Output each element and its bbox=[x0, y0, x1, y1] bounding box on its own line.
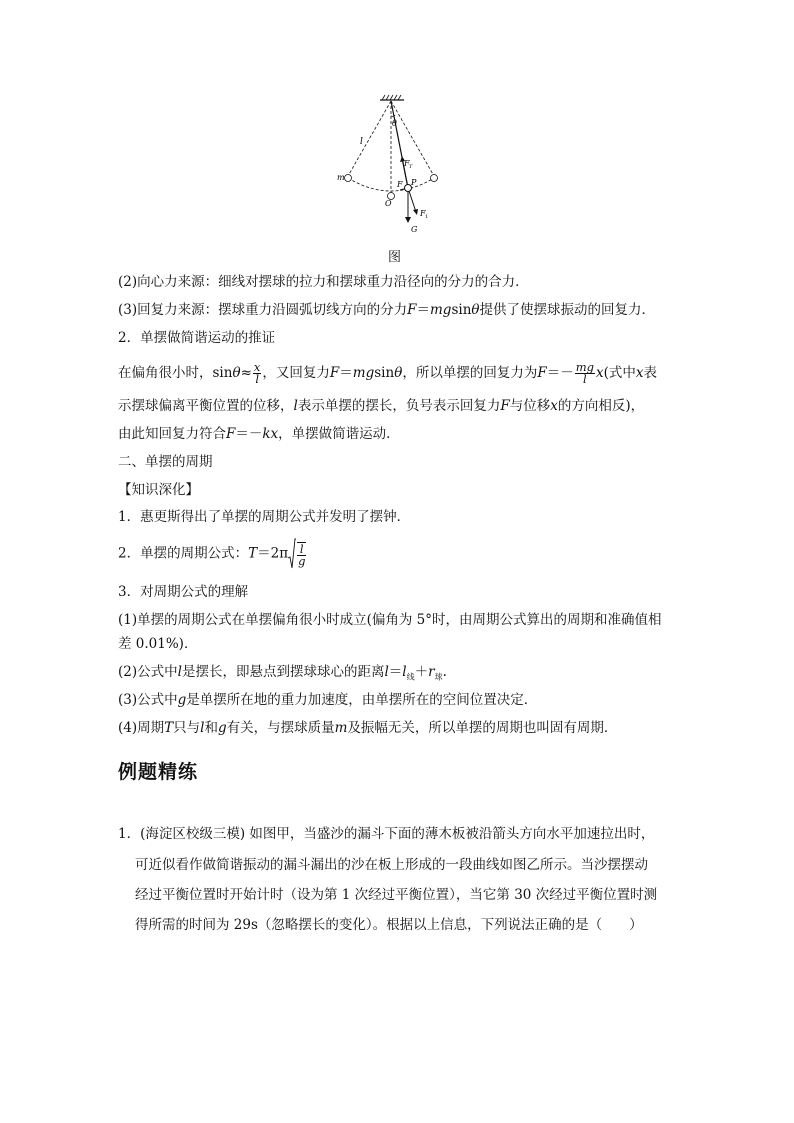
frac-num: x bbox=[253, 360, 261, 374]
text-span: (4)周期 bbox=[118, 720, 165, 736]
text-span: ＝－ bbox=[235, 426, 263, 442]
var-l: l bbox=[177, 664, 182, 680]
text-item-2-formula bbox=[118, 538, 307, 570]
label-theta: θ bbox=[392, 119, 397, 128]
fraction-x-over-l bbox=[253, 362, 262, 385]
example-line-4: 得所需的时间为 29s（忽略摆长的变化）。根据以上信息，下列说法正确的是（ ） bbox=[135, 917, 643, 933]
var-F: F bbox=[329, 365, 340, 381]
var-kx: kx bbox=[262, 426, 279, 442]
text-span: (2)公式中 bbox=[118, 664, 178, 680]
frac-den: g bbox=[298, 553, 306, 568]
text-line-derivation-2 bbox=[118, 396, 644, 416]
text-span: ，所以单摆的回复力为 bbox=[402, 365, 538, 381]
text-span: 是单摆所在地的重力加速度，由单摆所在的空间位置决定． bbox=[186, 692, 538, 708]
frac-l-g bbox=[297, 542, 306, 567]
label-FT: F bbox=[404, 159, 410, 168]
text-span: 表 bbox=[643, 365, 658, 381]
frac-num: l bbox=[297, 544, 306, 556]
text-span: ，单摆做简谐运动． bbox=[278, 426, 400, 442]
example-line-3: 经过平衡位置时开始计时（设为第 1 次经过平衡位置），当它第 30 次经过平衡位置时测 bbox=[135, 887, 658, 903]
text-span: 只与 bbox=[173, 720, 201, 736]
text-span: 及振幅无关，所以单摆的周期也叫固有周期． bbox=[347, 720, 618, 736]
text-span: . bbox=[442, 664, 447, 680]
label-O: O bbox=[385, 199, 392, 208]
heading-derivation: 2．单摆做简谐运动的推证 bbox=[118, 330, 276, 346]
var-theta: θ bbox=[394, 365, 403, 381]
var-F: F bbox=[407, 302, 417, 318]
frac-den: l bbox=[255, 372, 259, 386]
text-span: ＝ bbox=[416, 302, 430, 318]
text-span: ，又回复力 bbox=[262, 365, 330, 381]
text-span: 在偏角很小时，sin bbox=[118, 365, 233, 381]
var-F: F bbox=[226, 426, 236, 442]
label-FT-sub: T bbox=[409, 164, 413, 170]
var-x: x bbox=[635, 365, 644, 381]
text-span: 与位移 bbox=[509, 398, 551, 414]
text-span: 有关，与摆球质量 bbox=[226, 720, 335, 736]
text-line-derivation-3 bbox=[118, 424, 400, 444]
figure-caption: 图 bbox=[388, 250, 402, 265]
var-l: l bbox=[384, 664, 389, 680]
text-span: 和 bbox=[204, 720, 218, 736]
example-line-1: 1．(海淀区校级三模) 如图甲，当盛沙的漏斗下面的薄木板被沿箭头方向水平加速拉出时， bbox=[118, 826, 655, 842]
text-span: 是摆长，即悬点到摆球球心的距离 bbox=[181, 664, 385, 680]
sqrt-sign-icon bbox=[288, 538, 296, 570]
var-l: l bbox=[293, 398, 298, 414]
text-item-3-2 bbox=[118, 662, 447, 688]
text-span: ＋ bbox=[414, 664, 429, 680]
text-item-3-1a: (1)单摆的周期公式在单摆偏角很小时成立(偏角为 5°时，由周期公式算出的周期和准确值相 bbox=[118, 612, 662, 628]
var-x: x bbox=[595, 365, 604, 381]
label-F: F bbox=[397, 180, 403, 189]
text-span: 示摆球偏离平衡位置的位移， bbox=[118, 398, 294, 414]
pendulum-diagram bbox=[330, 92, 450, 238]
text-span: sin bbox=[374, 365, 395, 381]
sqrt-l-over-g bbox=[288, 538, 307, 570]
text-span: 提供了使摆球振动的回复力． bbox=[479, 302, 656, 318]
frac-den: l bbox=[583, 372, 587, 386]
text-span: ＝2π bbox=[257, 545, 289, 562]
var-l: l bbox=[200, 720, 205, 736]
var-r: r bbox=[428, 664, 435, 680]
var-theta: θ bbox=[232, 365, 241, 381]
section-title-examples: 例题精练 bbox=[118, 761, 199, 783]
text-item-3: 3．对周期公式的理解 bbox=[118, 584, 249, 600]
knowledge-tag: 【知识深化】 bbox=[118, 482, 199, 498]
text-line-derivation-1 bbox=[118, 362, 657, 385]
text-line-centripetal: (2)向心力来源：细线对摆球的拉力和摆球重力沿径向的分力的合力． bbox=[118, 274, 529, 290]
text-span: (3)公式中 bbox=[118, 692, 178, 708]
text-span: ≈ bbox=[240, 365, 252, 381]
text-span: (3)回复力来源：摆球重力沿圆弧切线方向的分力 bbox=[118, 302, 408, 318]
subscript: 线 bbox=[406, 672, 415, 682]
text-span: (式中 bbox=[603, 365, 636, 381]
fraction-mg-over-l bbox=[575, 362, 595, 385]
var-T: T bbox=[248, 545, 258, 562]
label-F1: F bbox=[420, 209, 426, 218]
var-g: g bbox=[177, 692, 187, 708]
text-item-3-4 bbox=[118, 718, 617, 738]
pendulum-figure bbox=[330, 92, 450, 238]
var-F: F bbox=[537, 365, 547, 381]
label-m: m bbox=[337, 173, 345, 182]
text-span: 由此知回复力符合 bbox=[118, 426, 226, 442]
text-span: 的方向相反)， bbox=[557, 398, 645, 414]
label-F1-sub: 1 bbox=[425, 214, 429, 220]
text-item-1: 1．惠更斯得出了单摆的周期公式并发明了摆钟． bbox=[118, 509, 411, 525]
var-F: F bbox=[500, 398, 510, 414]
text-line-restoring bbox=[118, 300, 655, 320]
text-item-3-3 bbox=[118, 690, 537, 710]
var-g: g bbox=[217, 720, 227, 736]
label-P: P bbox=[411, 178, 417, 187]
var-mg: mg bbox=[352, 365, 375, 381]
section-period-heading: 二、单摆的周期 bbox=[118, 454, 213, 470]
frac-num: mg bbox=[575, 360, 594, 374]
subscript: 球 bbox=[434, 672, 443, 682]
text-span: sin bbox=[451, 302, 472, 318]
var-l: l bbox=[402, 664, 407, 680]
var-T: T bbox=[164, 720, 174, 736]
text-span: ＝ bbox=[388, 664, 403, 680]
text-span: 表示单摆的摆长，负号表示回复力 bbox=[297, 398, 501, 414]
text-span: ＝ bbox=[339, 365, 353, 381]
label-l: l bbox=[360, 137, 363, 147]
var-theta: θ bbox=[471, 302, 480, 318]
var-x: x bbox=[550, 398, 558, 414]
text-span: 2．单摆的周期公式： bbox=[118, 545, 249, 562]
var-mg: mg bbox=[430, 302, 452, 318]
var-m: m bbox=[334, 720, 348, 736]
text-span: ＝－ bbox=[546, 365, 574, 381]
text-item-3-1b: 差 0.01%)． bbox=[118, 636, 198, 652]
label-G: G bbox=[411, 225, 418, 234]
example-line-2: 可近似看作做简谐振动的漏斗漏出的沙在板上形成的一段曲线如图乙所示。当沙摆摆动 bbox=[135, 857, 648, 873]
